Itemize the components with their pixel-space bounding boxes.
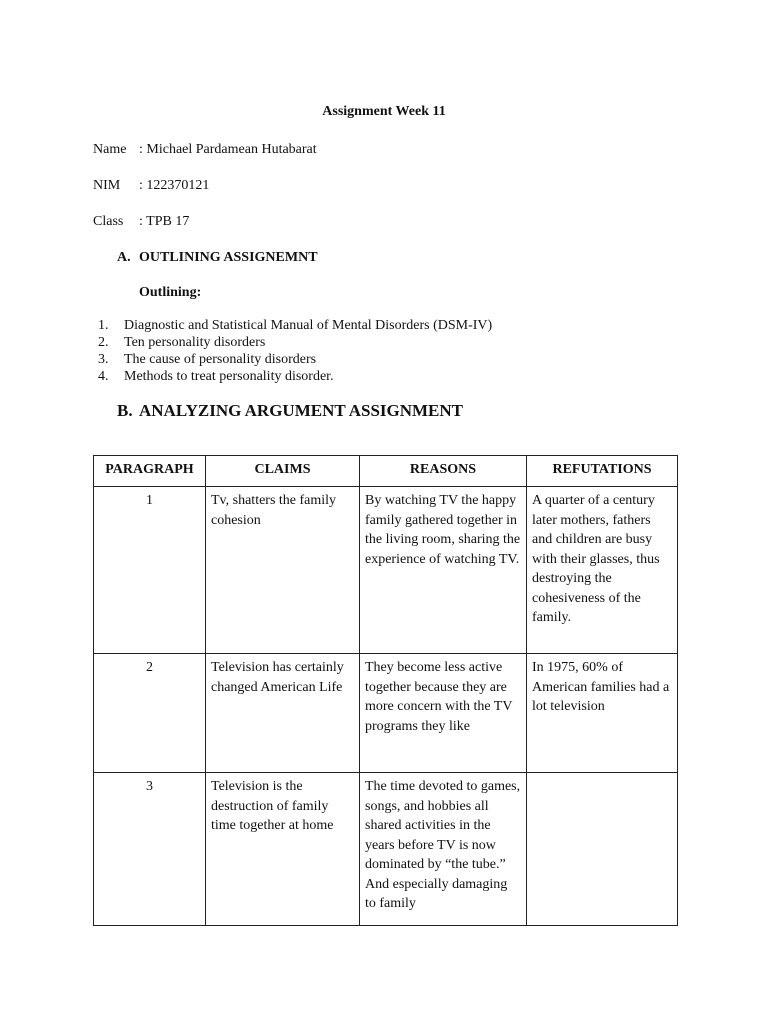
outline-item-text: The cause of personality disorders xyxy=(124,352,317,367)
refutation-cell: In 1975, 60% of American families had a lot television xyxy=(527,654,678,773)
info-value: : 122370121 xyxy=(139,178,210,193)
section-number: A. xyxy=(117,250,131,265)
outline-item-text: Diagnostic and Statistical Manual of Mental Disorders (DSM-IV) xyxy=(124,318,493,333)
info-label: NIM xyxy=(93,178,121,193)
claim-cell: Television is the destruction of family time together at home xyxy=(206,773,360,926)
outline-item xyxy=(98,317,492,334)
section-number: B. xyxy=(117,401,133,420)
reason-cell: They become less active together because they are more concern with the TV programs they like xyxy=(360,654,527,773)
section-title: ANALYZING ARGUMENT ASSIGNMENT xyxy=(139,401,464,420)
outline-item-text: Ten personality disorders xyxy=(124,335,266,350)
outline-item-number: 3. xyxy=(98,352,109,367)
outline-item-number: 2. xyxy=(98,335,109,350)
reason-cell: By watching TV the happy family gathered together in the living room, sharing the experience of watching TV. xyxy=(360,487,527,654)
info-value: : Michael Pardamean Hutabarat xyxy=(139,142,317,157)
argument-table xyxy=(93,455,678,926)
outline-heading: Outlining: xyxy=(139,285,202,300)
outline-item xyxy=(98,351,492,368)
section-a-heading xyxy=(117,250,318,266)
info-label: Name xyxy=(93,142,127,157)
outline-item-number: 1. xyxy=(98,318,109,333)
refutation-cell xyxy=(527,773,678,926)
header-refutations: REFUTATIONS xyxy=(527,456,678,487)
section-title: OUTLINING ASSIGNEMNT xyxy=(139,250,318,265)
claim-cell: Tv, shatters the family cohesion xyxy=(206,487,360,654)
outline-item xyxy=(98,368,492,385)
outline-list xyxy=(98,317,492,385)
info-label: Class xyxy=(93,214,124,229)
claim-cell: Television has certainly changed American Life xyxy=(206,654,360,773)
info-class-row xyxy=(93,214,189,230)
header-claims: CLAIMS xyxy=(206,456,360,487)
info-name-row xyxy=(93,142,317,158)
table-row xyxy=(94,487,678,654)
section-b-heading xyxy=(117,401,463,421)
outline-item-text: Methods to treat personality disorder. xyxy=(124,369,334,384)
paragraph-cell: 3 xyxy=(94,773,206,926)
info-value: : TPB 17 xyxy=(139,214,190,229)
outline-item-number: 4. xyxy=(98,369,109,384)
header-reasons: REASONS xyxy=(360,456,527,487)
info-nim-row xyxy=(93,178,209,194)
document-title: Assignment Week 11 xyxy=(322,104,446,119)
paragraph-cell: 2 xyxy=(94,654,206,773)
table-header-row xyxy=(94,456,678,487)
paragraph-cell: 1 xyxy=(94,487,206,654)
table-row xyxy=(94,773,678,926)
outline-item xyxy=(98,334,492,351)
header-paragraph: PARAGRAPH xyxy=(94,456,206,487)
refutation-cell: A quarter of a century later mothers, fathers and children are busy with their glasses, thus destroying the cohesiveness of the family. xyxy=(527,487,678,654)
table-row xyxy=(94,654,678,773)
reason-cell: The time devoted to games, songs, and hobbies all shared activities in the years before TV is now dominated by “the tube.” And especially damaging to family xyxy=(360,773,527,926)
